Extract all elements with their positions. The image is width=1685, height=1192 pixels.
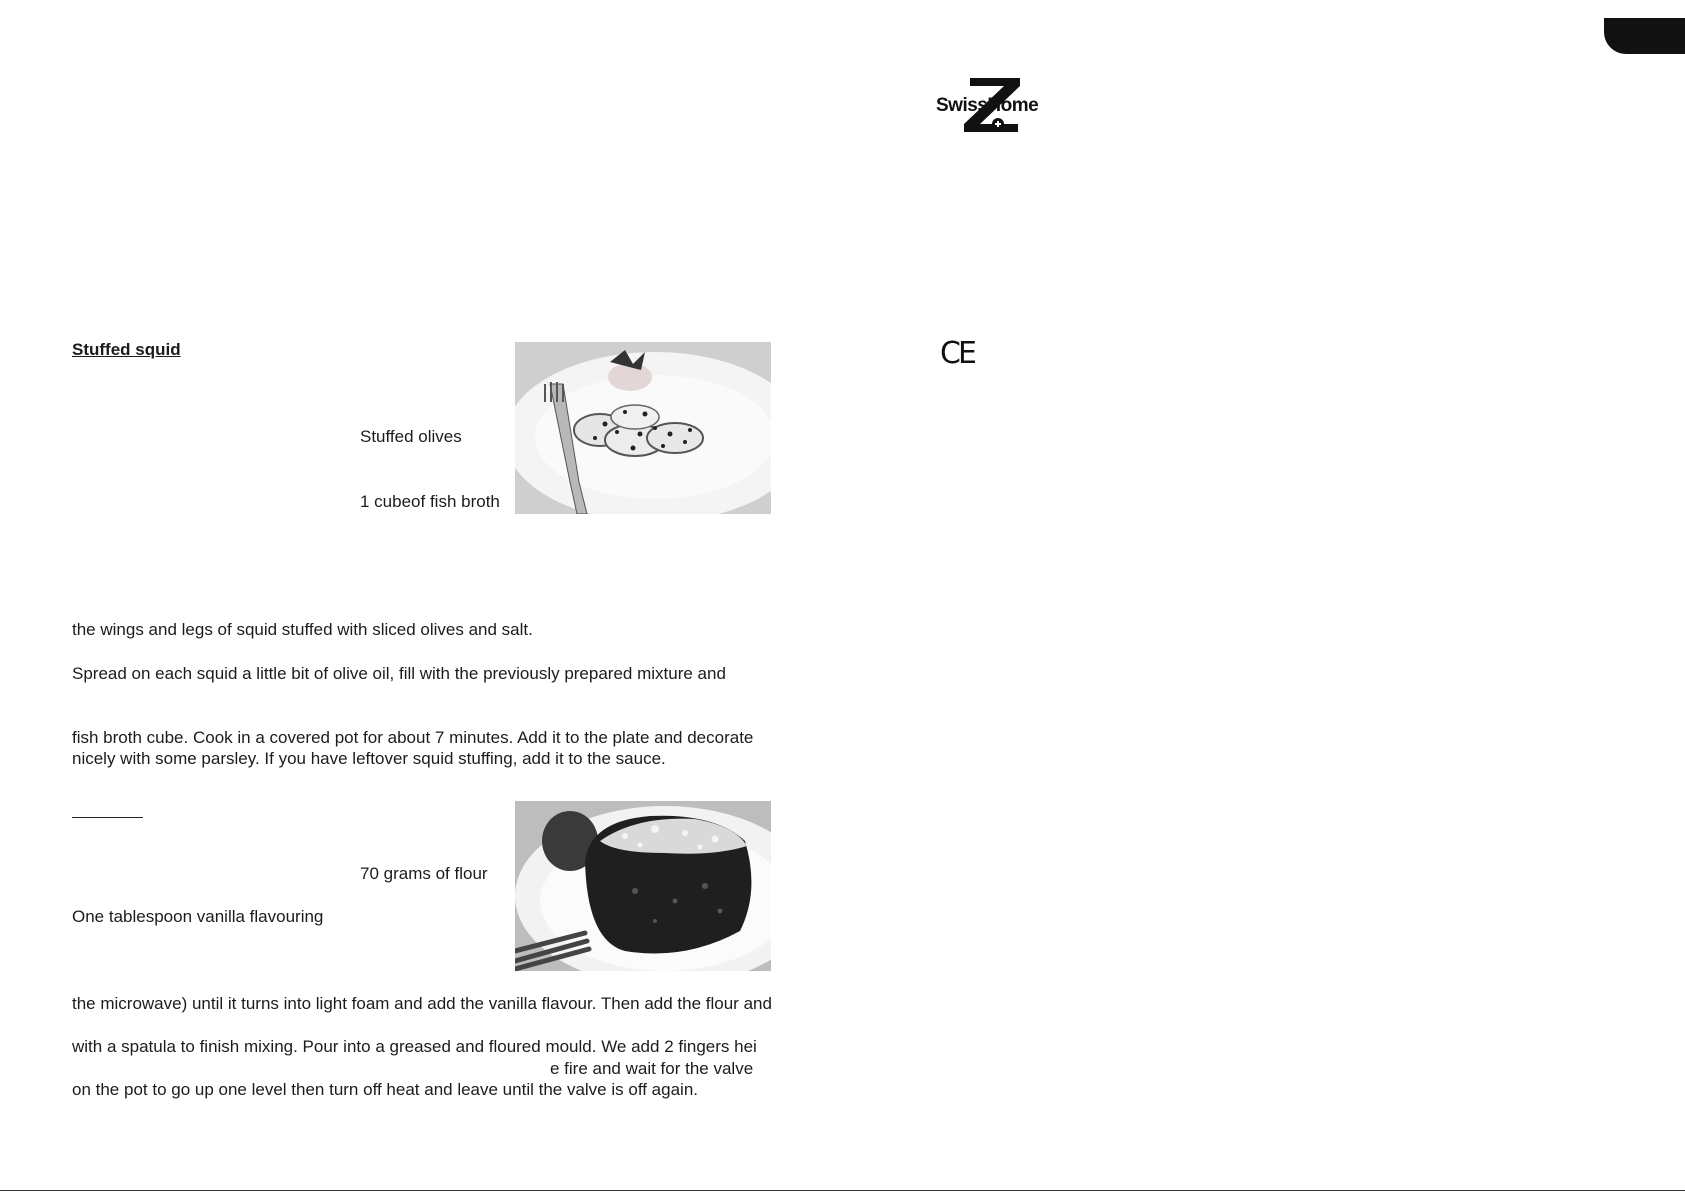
page-bottom-border <box>0 1190 1685 1191</box>
right-page <box>843 0 1685 1192</box>
recipe1-line-3: fish broth cube. Cook in a covered pot for about 7 minutes. Add it to the plate and decorate <box>72 728 754 747</box>
chocolate-cake-photo <box>515 801 771 971</box>
recipe2-line-3: e fire and wait for the valve <box>550 1059 754 1078</box>
recipe2-line-1: the microwave) until it turns into light foam and add the vanilla flavour. Then add the flour and <box>72 994 772 1013</box>
recipe1-line-2: Spread on each squid a little bit of olive oil, fill with the previously prepared mixture and <box>72 664 726 683</box>
recipe1-line-4: nicely with some parsley. If you have leftover squid stuffing, add it to the sauce. <box>72 749 666 768</box>
recipe2-line-4: on the pot to go up one level then turn off heat and leave until the valve is off again. <box>72 1080 698 1099</box>
squid-photo-graphic <box>515 342 771 514</box>
recipe2-line-2: with a spatula to finish mixing. Pour into a greased and floured mould. We add 2 fingers hei <box>72 1037 757 1056</box>
cake-photo-graphic <box>515 801 771 971</box>
page-tab-marker <box>1604 18 1685 54</box>
recipe-title-stuffed-squid: Stuffed squid <box>72 340 181 359</box>
ingredient-fish-broth: 1 cubeof fish broth <box>360 492 500 511</box>
recipe1-line-1: the wings and legs of squid stuffed with sliced olives and salt. <box>72 620 533 639</box>
stuffed-squid-photo <box>515 342 771 514</box>
logo-text: SwissHome <box>936 95 1039 116</box>
ingredient-vanilla: One tablespoon vanilla flavouring <box>72 907 324 926</box>
ce-mark: CE <box>940 336 974 371</box>
ingredient-flour: 70 grams of flour <box>360 864 488 883</box>
ingredient-stuffed-olives: Stuffed olives <box>360 427 462 446</box>
swisshome-logo <box>932 76 1052 134</box>
recipe2-title-underline <box>72 817 143 818</box>
